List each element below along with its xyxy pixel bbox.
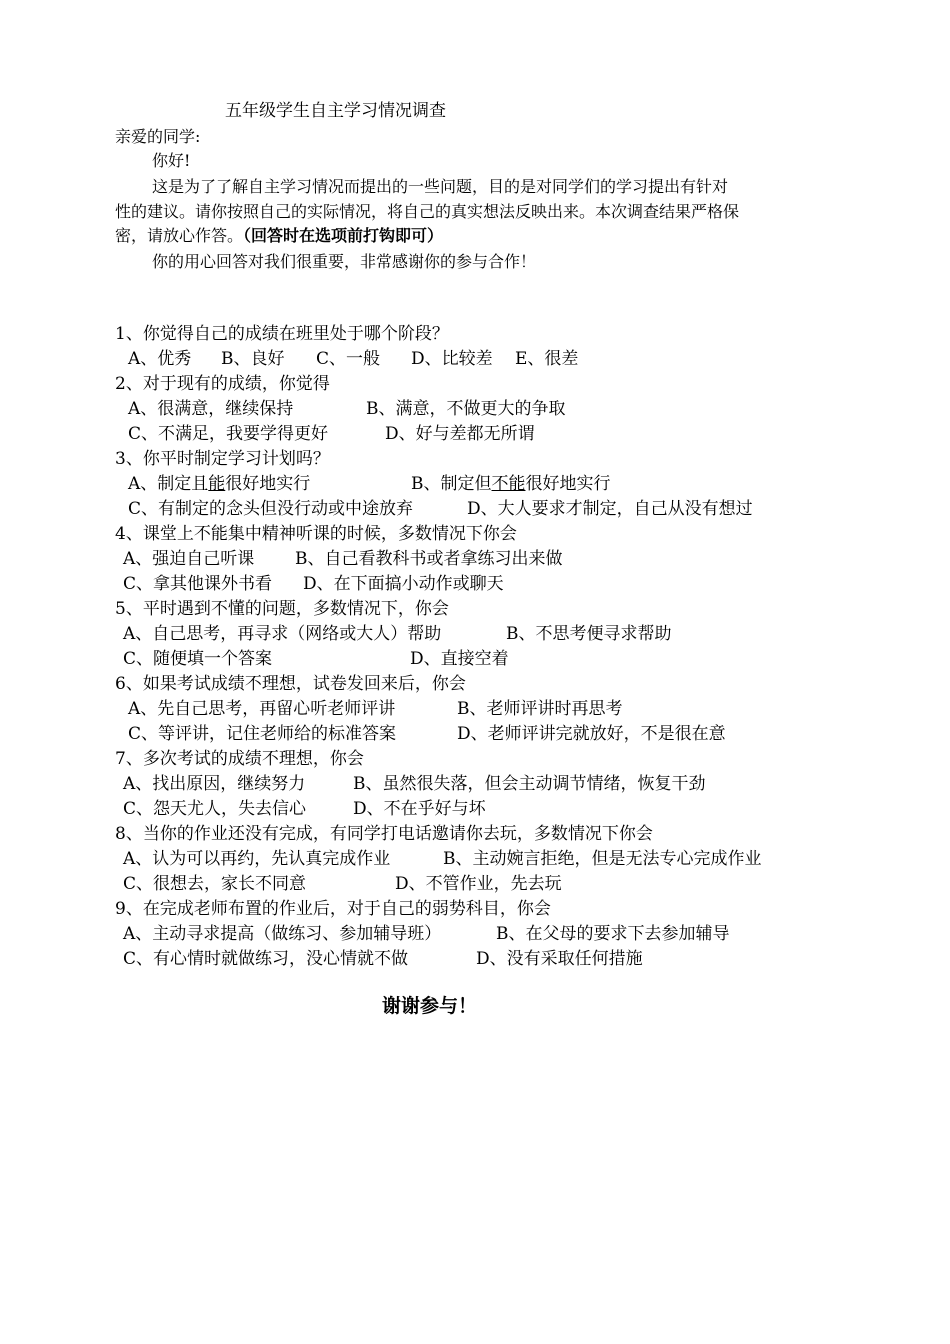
page-title: 五年级学生自主学习情况调查 <box>225 101 446 121</box>
q5-option-b[interactable]: B、不思考便寻求帮助 <box>506 624 672 644</box>
q3-option-c[interactable]: C、有制定的念头但没行动或中途放弃 <box>128 499 414 519</box>
question-8-stem: 8、当你的作业还没有完成，有同学打电话邀请你去玩，多数情况下你会 <box>115 824 653 844</box>
hello-text: 你好! <box>152 151 191 170</box>
q2-option-b[interactable]: B、满意，不做更大的争取 <box>366 399 566 419</box>
q3-option-b[interactable]: B、制定但不能很好地实行 <box>411 474 611 494</box>
q2-option-c[interactable]: C、不满足，我要学得更好 <box>128 424 329 444</box>
q4-option-a[interactable]: A、强迫自己听课 <box>123 549 255 569</box>
thanks-text: 谢谢参与！ <box>382 995 478 1017</box>
q3-option-a[interactable]: A、制定且能很好地实行 <box>128 474 311 494</box>
q8-option-b[interactable]: B、主动婉言拒绝，但是无法专心完成作业 <box>443 849 762 869</box>
intro-line-3 <box>115 224 443 248</box>
q9-option-b[interactable]: B、在父母的要求下去参加辅导 <box>496 924 730 944</box>
q7-option-a[interactable]: A、找出原因，继续努力 <box>123 774 306 794</box>
question-9-stem: 9、在完成老师布置的作业后，对于自己的弱势科目，你会 <box>115 899 551 919</box>
intro-line-4: 你的用心回答对我们很重要，非常感谢你的参与合作！ <box>152 252 537 271</box>
q8-option-a[interactable]: A、认为可以再约，先认真完成作业 <box>123 849 391 869</box>
q1-option-d[interactable]: D、比较差 <box>411 349 493 369</box>
q4-option-c[interactable]: C、拿其他课外书看 <box>123 574 273 594</box>
q9-option-c[interactable]: C、有心情时就做练习，没心情就不做 <box>123 949 409 969</box>
q7-option-b[interactable]: B、虽然很失落，但会主动调节情绪，恢复干劲 <box>353 774 706 794</box>
q7-option-d[interactable]: D、不在乎好与坏 <box>353 799 486 819</box>
q5-option-a[interactable]: A、自己思考，再寻求（网络或大人）帮助 <box>123 624 442 644</box>
q9-option-a[interactable]: A、主动寻求提高（做练习、参加辅导班） <box>123 924 442 944</box>
q2-option-a[interactable]: A、很满意，继续保持 <box>128 399 294 419</box>
intro-line-1: 这是为了了解自主学习情况而提出的一些问题，目的是对同学们的学习提出有针对 <box>152 177 729 196</box>
q6-option-a[interactable]: A、先自己思考，再留心听老师评讲 <box>128 699 396 719</box>
q1-option-a[interactable]: A、优秀 <box>128 349 192 369</box>
greeting: 亲爱的同学: <box>115 127 201 146</box>
intro-line-2: 性的建议。请你按照自己的实际情况，将自己的真实想法反映出来。本次调查结果严格保 <box>115 202 740 221</box>
q8-option-d[interactable]: D、不管作业，先去玩 <box>395 874 562 894</box>
q1-option-c[interactable]: C、一般 <box>316 349 381 369</box>
question-5-stem: 5、平时遇到不懂的问题，多数情况下，你会 <box>115 599 449 619</box>
q7-option-c[interactable]: C、怨天尤人，失去信心 <box>123 799 307 819</box>
question-6-stem: 6、如果考试成绩不理想，试卷发回来后，你会 <box>115 674 466 694</box>
q5-option-d[interactable]: D、直接空着 <box>410 649 509 669</box>
question-3-stem: 3、你平时制定学习计划吗？ <box>115 449 330 469</box>
q4-option-d[interactable]: D、在下面搞小动作或聊天 <box>303 574 504 594</box>
q2-option-d[interactable]: D、好与差都无所谓 <box>385 424 535 444</box>
question-1-stem: 1、你觉得自己的成绩在班里处于哪个阶段？ <box>115 324 449 344</box>
q6-option-b[interactable]: B、老师评讲时再思考 <box>457 699 623 719</box>
q1-option-b[interactable]: B、良好 <box>221 349 285 369</box>
q9-option-d[interactable]: D、没有采取任何措施 <box>476 949 643 969</box>
q8-option-c[interactable]: C、很想去，家长不同意 <box>123 874 307 894</box>
question-7-stem: 7、多次考试的成绩不理想，你会 <box>115 749 364 769</box>
intro-instruction: （回答时在选项前打钩即可） <box>243 226 444 245</box>
intro-line-3-text: 密，请放心作答。 <box>115 226 244 245</box>
q1-option-e[interactable]: E、很差 <box>515 349 579 369</box>
q6-option-c[interactable]: C、等评讲，记住老师给的标准答案 <box>128 724 397 744</box>
q3-option-d[interactable]: D、大人要求才制定，自己从没有想过 <box>467 499 753 519</box>
q6-option-d[interactable]: D、老师评讲完就放好，不是很在意 <box>457 724 726 744</box>
q5-option-c[interactable]: C、随便填一个答案 <box>123 649 273 669</box>
question-2-stem: 2、对于现有的成绩，你觉得 <box>115 374 330 394</box>
question-4-stem: 4、课堂上不能集中精神听课的时候，多数情况下你会 <box>115 524 517 544</box>
q4-option-b[interactable]: B、自己看教科书或者拿练习出来做 <box>295 549 563 569</box>
